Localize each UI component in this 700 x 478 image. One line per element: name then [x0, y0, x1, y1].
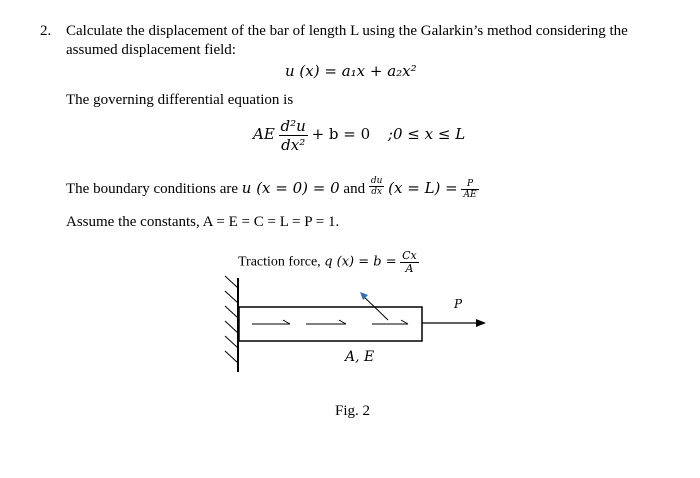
gde-domain: ;0 ≤ x ≤ L	[387, 124, 466, 143]
constants-statement: Assume the constants, A = E = C = L = P = 1.	[66, 214, 340, 230]
bc-and: and	[343, 181, 366, 197]
traction-numerator: Cx	[402, 249, 417, 262]
gde-denominator: dx²	[281, 136, 306, 154]
end-load-arrowhead	[476, 319, 486, 327]
traction-pointer-arrowhead	[360, 292, 368, 300]
bc-text: The boundary conditions are	[66, 181, 239, 197]
traction-label: Traction force,	[238, 254, 321, 270]
bc-du-denominator: dx	[371, 187, 383, 198]
bc-u-condition: u (x = 0) = 0	[241, 179, 340, 197]
section-label: A, E	[345, 349, 375, 365]
traction-denominator: A	[405, 262, 414, 275]
gde-prefix: AE	[253, 124, 275, 143]
wall-hatching	[225, 276, 238, 363]
governing-text: The governing differential equation is	[66, 92, 294, 108]
bc-p-numerator: P	[461, 179, 478, 190]
problem-statement-line2: assumed displacement field:	[66, 42, 236, 58]
figure-caption: Fig. 2	[335, 403, 371, 419]
bc-p-denominator: AE	[463, 190, 477, 201]
problem-statement-line1: Calculate the displacement of the bar of length L using the Galarkin’s method considering the	[66, 23, 628, 39]
bc-at-L: (x = L) =	[388, 179, 458, 197]
traction-equation: q (x) = b =	[324, 254, 397, 270]
load-label: P	[454, 297, 463, 311]
bc-du-numerator: du	[370, 176, 383, 187]
problem-number: 2.	[40, 23, 52, 39]
displacement-equation: u (x) = a₁x + a₂x²	[285, 62, 417, 80]
gde-numerator: d²u	[280, 117, 306, 135]
gde-suffix: + b = 0	[311, 124, 371, 143]
